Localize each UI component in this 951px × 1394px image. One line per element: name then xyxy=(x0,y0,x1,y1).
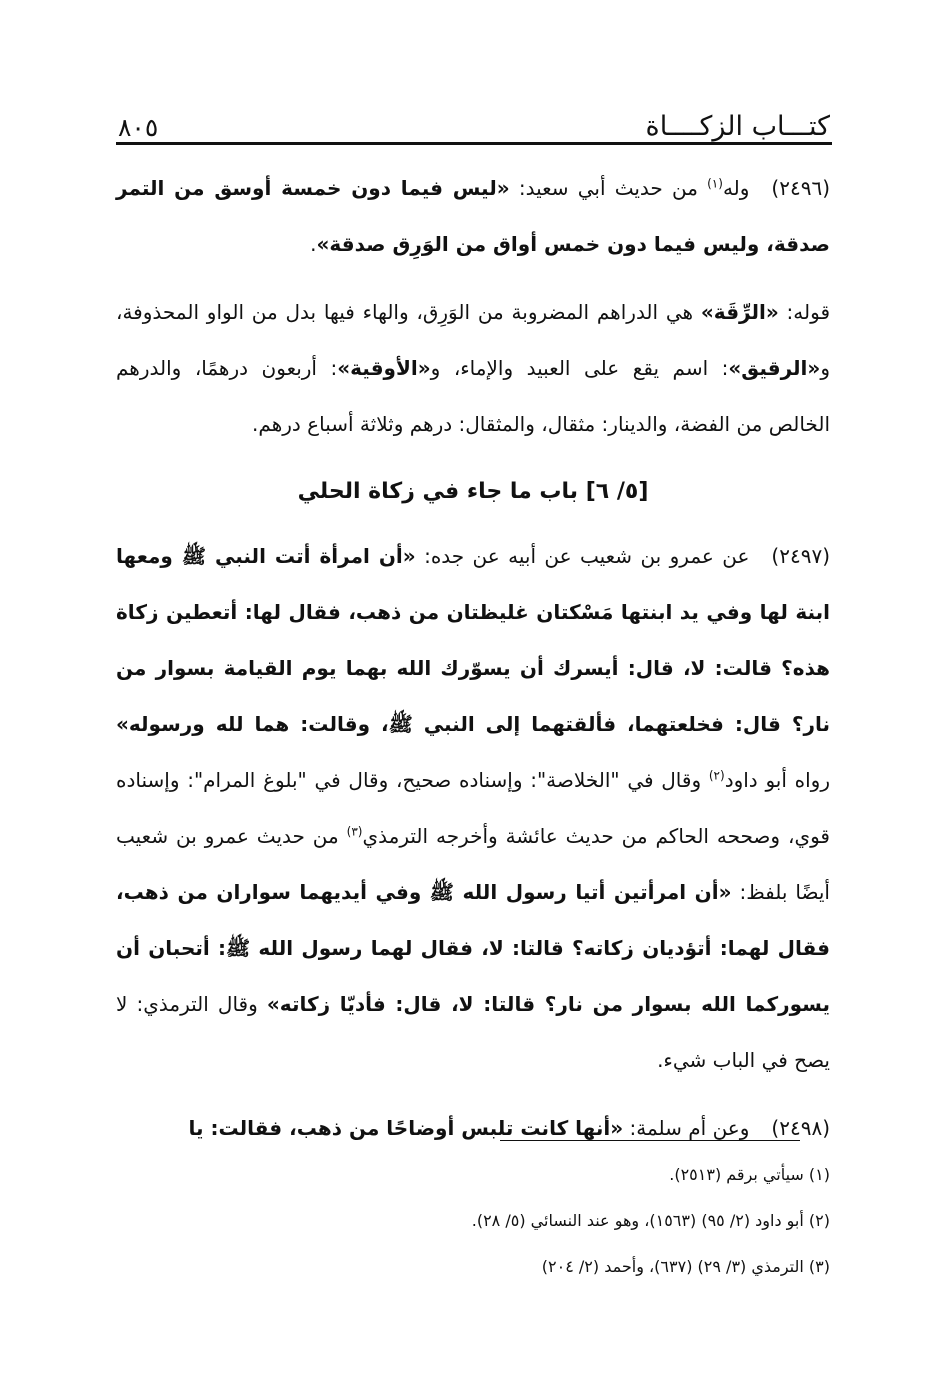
header-rule xyxy=(116,142,832,145)
hadith-intro: وعن أم سلمة: xyxy=(623,1116,750,1140)
hadith-quote: «أنها كانت تلبس أوضاحًا من ذهب، فقالت: يا xyxy=(188,1116,624,1140)
footnotes xyxy=(116,1152,830,1290)
hadith-quote: «أن امرأتين أتيا رسول الله ﷺ وفي أيديهما سواران من ذهب، فقال لهما: أتؤديان زكاته؟ قالتا: لا، فقال لهما رسول الله ﷺ: أتحبان أن يسوركما الله بسوار من نار؟ قالتا: لا، قال: فأديّا زكاته» xyxy=(116,880,830,1016)
page-number: ٨٠٥ xyxy=(118,113,159,142)
section-heading: [٥/ ٦] باب ما جاء في زكاة الحلي xyxy=(297,479,649,504)
hadith-quote: «ليس فيما دون خمسة أوسق من التمر صدقة، وليس فيما دون خمس أواق من الوَرِق صدقة» xyxy=(116,176,830,256)
hadith-quote: «أن امرأة أتت النبي ﷺ ومعها ابنة لها وفي يد ابنتها مَسْكتان غليظتان من ذهب، فقال لها: أتعطين زكاة هذه؟ قالت: لا، قال: أيسرك أن يسوّرك الله بهما يوم القيامة بسوار من نار؟ قال: فخلعتهما، فألقتهما إلى النبي ﷺ، وقالت: هما لله ورسوله» xyxy=(116,544,830,736)
main-text xyxy=(116,160,830,1162)
footnote-ref: (٣) xyxy=(346,824,363,839)
footnote-ref: (٢) xyxy=(708,768,725,783)
hadith-number: (٢٤٩٦) xyxy=(771,176,831,200)
hadith-tail: . xyxy=(310,232,317,256)
hadith-intro: وله xyxy=(722,176,750,200)
footnote-1: (١) سيأتي برقم (٢٥١٣). xyxy=(669,1165,830,1184)
hadith-2496 xyxy=(116,160,830,272)
hadith-number: (٢٤٩٨) xyxy=(771,1116,830,1140)
page-header xyxy=(118,96,830,140)
hadith-text: من حديث أبي سعيد: xyxy=(509,176,708,200)
hadith-intro: عن عمرو بن شعيب عن أبيه عن جده: xyxy=(415,544,750,568)
hadith-text: من حديث عمرو بن شعيب أيضًا بلفظ: xyxy=(116,824,830,904)
hadith-text: رواه أبو داود xyxy=(724,768,830,792)
hadith-2497 xyxy=(116,528,830,1088)
defined-term: «الأوقية» xyxy=(337,356,431,380)
commentary-text: هي الدراهم المضروبة من الوَرِق، والهاء فيها بدل من الواو المحذوفة، و xyxy=(116,300,830,380)
defined-term: «الرقيق» xyxy=(728,356,821,380)
hadith-text: وقال الترمذي: لا يصح في الباب شيء. xyxy=(116,992,830,1072)
commentary-paragraph xyxy=(116,284,830,452)
footnote-3: (٣) الترمذي (٣/ ٢٩) (٦٣٧)، وأحمد (٢/ ٢٠٤) xyxy=(541,1257,830,1276)
chapter-title: كتـــاب الزكــــاة xyxy=(645,111,830,142)
commentary-text: قوله: xyxy=(778,300,831,324)
footnote-ref: (١) xyxy=(707,176,723,191)
commentary-text: : اسم يقع على العبيد والإماء، و xyxy=(430,356,729,380)
hadith-text: وقال في "الخلاصة": وإسناده صحيح، وقال في "بلوغ المرام": وإسناده قوي، وصححه الحاكم من حديث عائشة وأخرجه الترمذي xyxy=(116,768,830,848)
hadith-number: (٢٤٩٧) xyxy=(771,544,830,568)
footnote-rule xyxy=(500,1140,800,1141)
hadith-2498 xyxy=(116,1100,830,1156)
defined-term: «الرِّقَة» xyxy=(700,300,779,324)
commentary-text: : أربعون درهمًا، والدرهم الخالص من الفضة، والدينار: مثقال، والمثقال: درهم وثلاثة أسباع درهم. xyxy=(116,356,830,436)
footnote-2: (٢) أبو داود (٢/ ٩٥) (١٥٦٣)، وهو عند النسائي (٥/ ٢٨). xyxy=(471,1211,830,1230)
